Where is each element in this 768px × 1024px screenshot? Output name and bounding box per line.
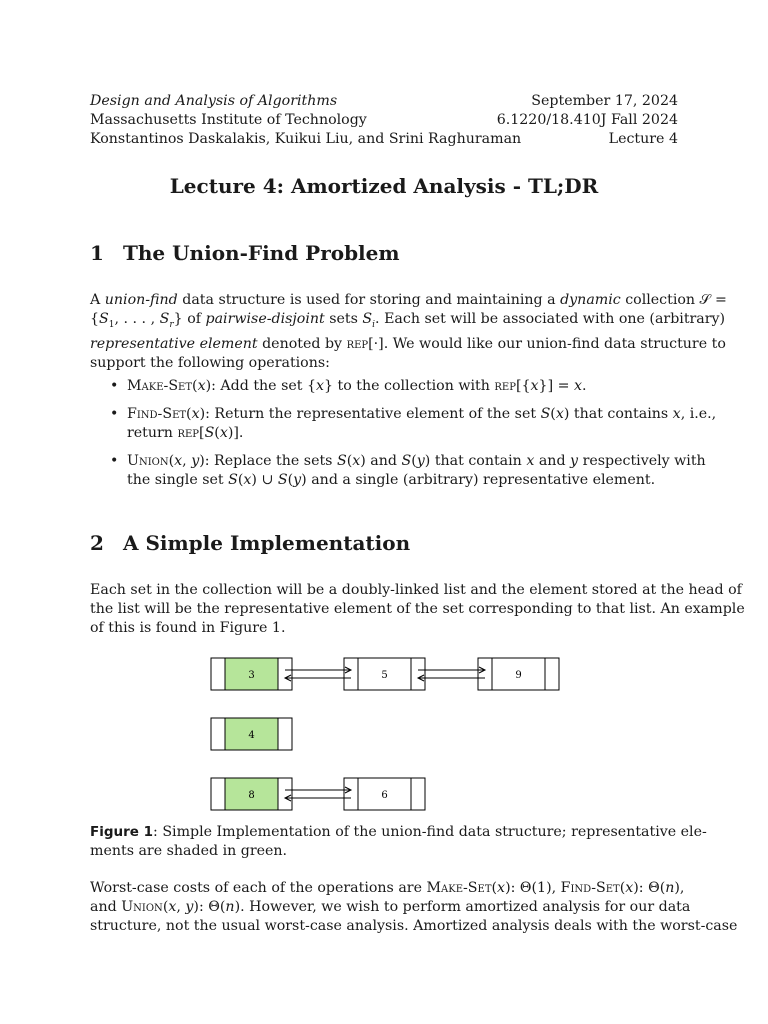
node-value: 4	[248, 730, 255, 741]
node-value: 8	[248, 790, 255, 801]
list-item: • Make-Set(x): Add the set {x} to the collection with rep[{x}] = x.	[110, 378, 587, 394]
section-1-paragraph	[90, 291, 727, 373]
section-2-number: 2	[90, 531, 104, 555]
caption-text-2: ments are shaded in green.	[90, 843, 288, 859]
section-2-heading	[90, 531, 410, 555]
para-line: A union-find data structure is used for storing and maintaining a dynamic collection 𝒮 =	[90, 292, 727, 308]
section-1-heading	[90, 241, 400, 265]
section-2-paragraph-2	[90, 879, 738, 936]
section-2-paragraph	[90, 581, 745, 638]
para-line: Each set in the collection will be a doubly-linked list and the element stored at the head of	[90, 582, 742, 598]
caption-text-1: : Simple Implementation of the union-find data structure; representative ele-	[153, 824, 707, 840]
header-left	[90, 92, 521, 149]
section-1-title: The Union-Find Problem	[123, 241, 400, 265]
para-line: representative element denoted by rep[·]. We would like our union-find data structure to	[90, 335, 726, 352]
para-line: {$S_1$, . . . , $S_r$} of pairwise-disjoint sets $S_i$. Each set will be associated with one (arbitrary)	[90, 311, 726, 330]
para-line: Worst-case costs of each of the operations are Make-Set(x): Θ(1), Find-Set(x): Θ(n),	[90, 880, 685, 896]
para-line: support the following operations:	[90, 354, 330, 371]
list-item: • Union(x, y): Replace the sets S(x) and S(y) that contain x and y respectively with the single set S(x) ∪ S(y) and a single (arbitrary) representative element.	[110, 453, 706, 488]
para-line: the list will be the representative element of the set corresponding to that list. An example	[90, 601, 745, 617]
date: September 17, 2024	[531, 93, 678, 109]
course-name: Design and Analysis of Algorithms	[90, 93, 338, 109]
section-2-title: A Simple Implementation	[123, 531, 411, 555]
para-line: and Union(x, y): Θ(n). However, we wish to perform amortized analysis for our data	[90, 899, 691, 915]
operations-list	[110, 377, 717, 499]
para-line: structure, not the usual worst-case analysis. Amortized analysis deals with the worst-case	[90, 918, 738, 934]
node-value: 9	[515, 670, 522, 681]
section-1-number: 1	[90, 241, 104, 265]
node-value: 5	[381, 670, 388, 681]
page-title: Lecture 4: Amortized Analysis - TL;DR	[169, 174, 599, 198]
list-item: • Find-Set(x): Return the representative element of the set S(x) that contains x, i.e., return rep[S(x)].	[110, 406, 717, 441]
figure-caption	[90, 823, 707, 861]
institution: Massachusetts Institute of Technology	[90, 112, 367, 128]
authors: Konstantinos Daskalakis, Kuikui Liu, and Srini Raghuraman	[90, 131, 522, 147]
header-right	[497, 92, 678, 149]
node-value: 6	[381, 790, 388, 801]
caption-label: Figure 1	[90, 824, 154, 840]
course-number: 6.1220/18.410J Fall 2024	[496, 112, 678, 128]
linked-list-figure	[0, 650, 768, 820]
para-line: of this is found in Figure 1.	[90, 620, 286, 636]
node-value: 3	[248, 670, 255, 681]
lecture-number: Lecture 4	[608, 131, 678, 147]
